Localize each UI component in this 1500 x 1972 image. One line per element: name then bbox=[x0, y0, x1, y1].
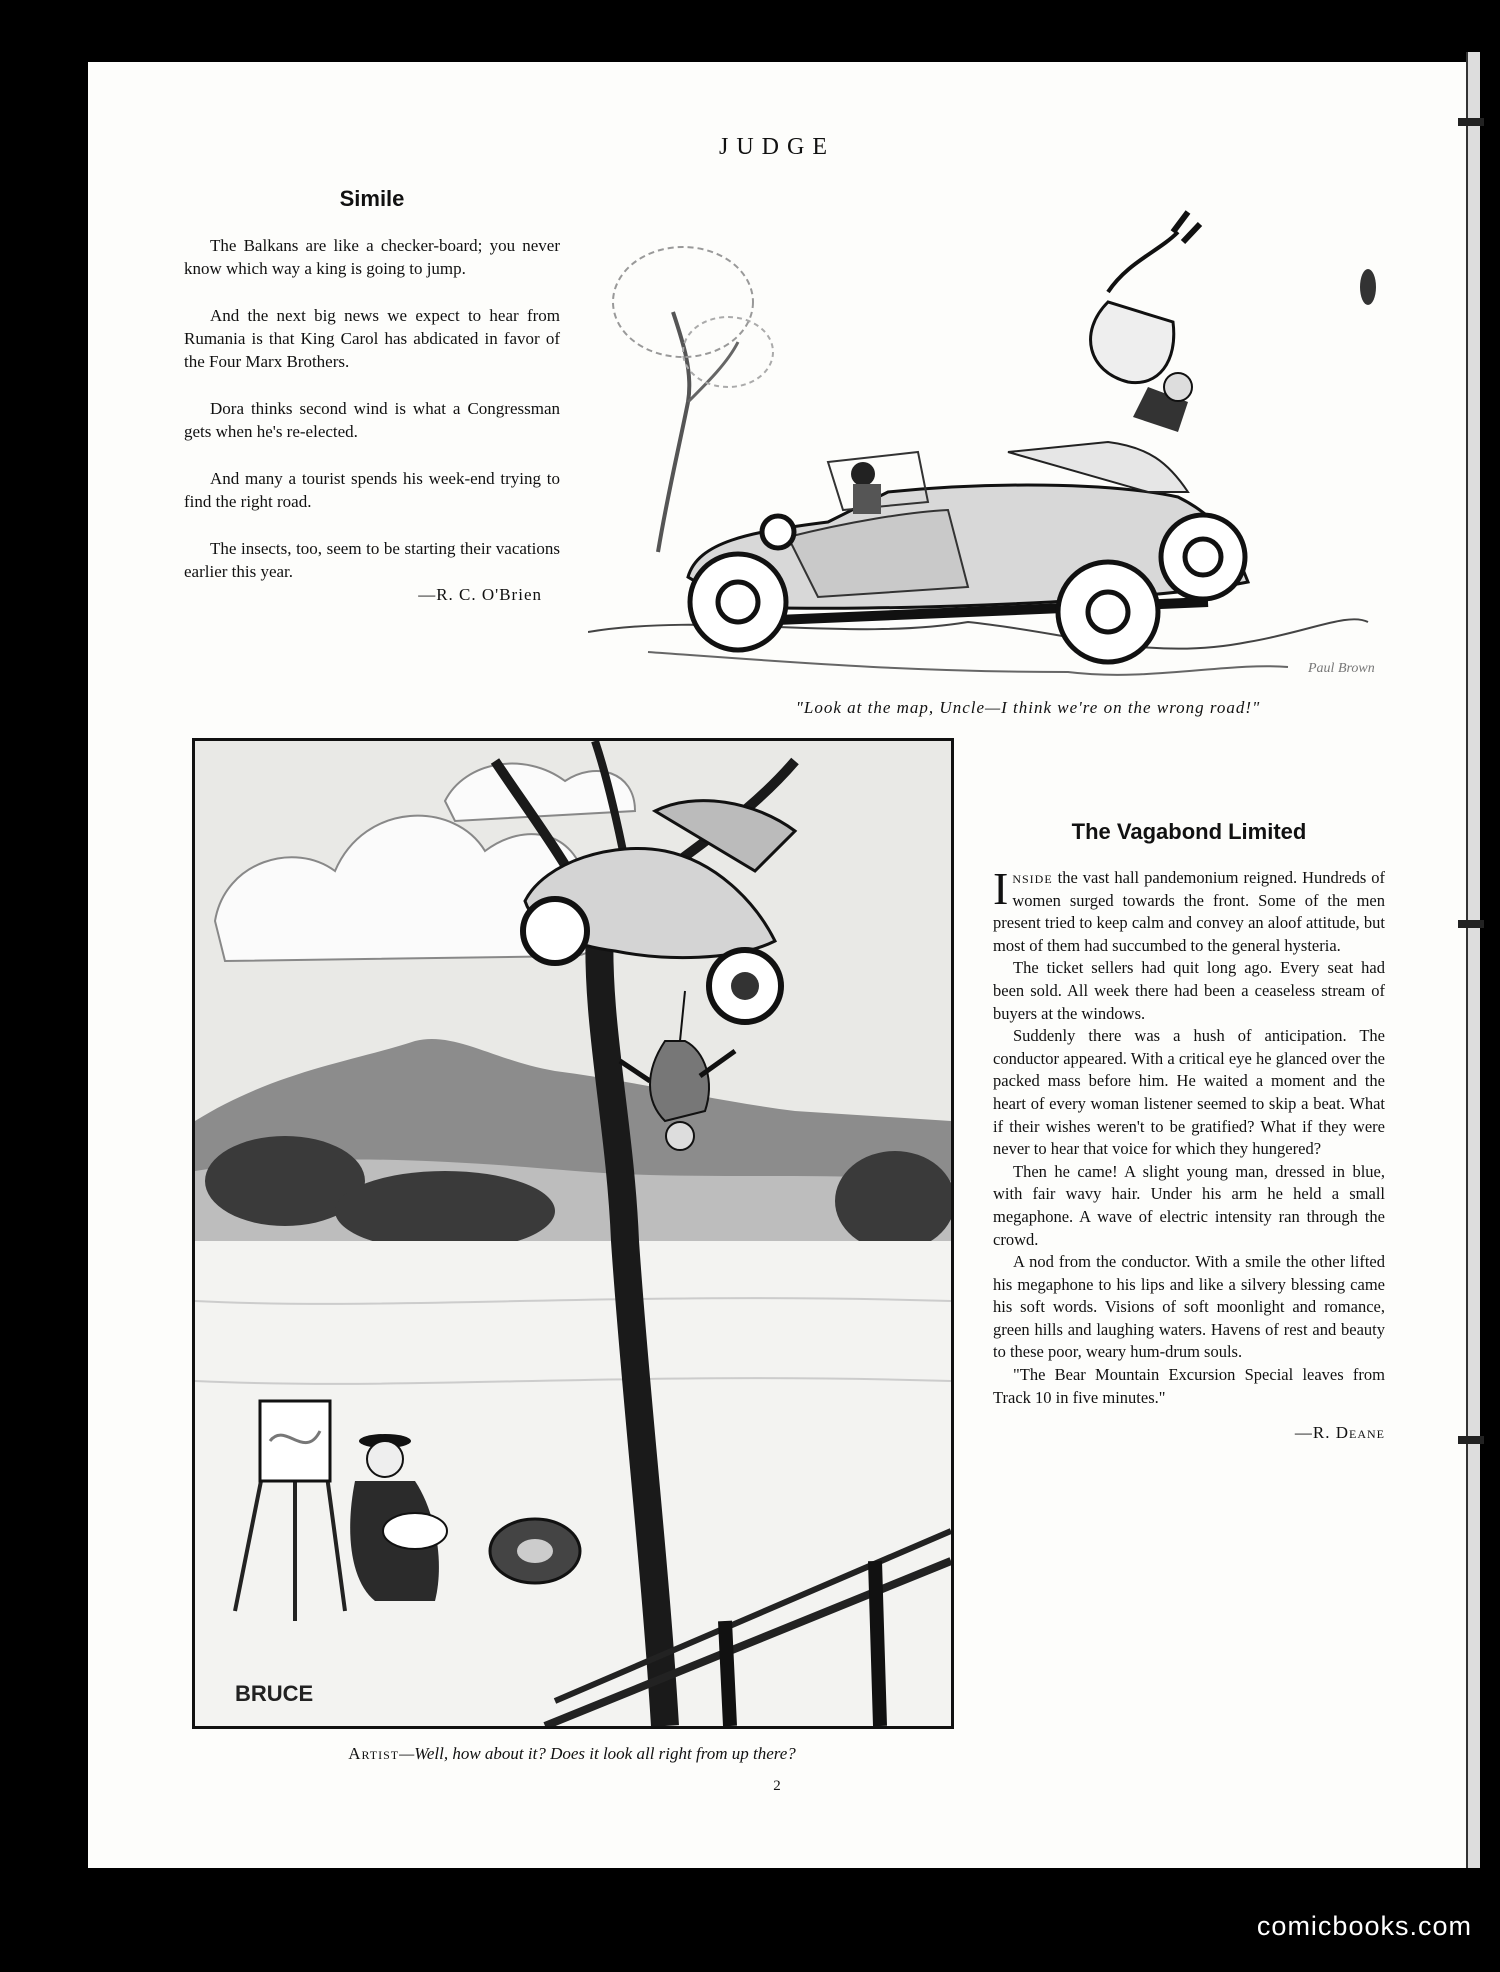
binding-mark bbox=[1458, 118, 1484, 126]
vagabond-paragraph bbox=[993, 863, 1385, 957]
first-paragraph-rest: the vast hall pandemonium reigned. Hundreds of women surged towards the front. Some of the men present tried to keep calm and convey an aloof attitude, but most of them had succumbed to the general hysteria. bbox=[993, 868, 1385, 955]
lead-smallcaps: nside bbox=[1012, 868, 1053, 887]
facing-page-edge bbox=[1466, 52, 1480, 1868]
vagabond-title: The Vagabond Limited bbox=[1071, 819, 1307, 844]
vagabond-column bbox=[993, 819, 1385, 1443]
vagabond-paragraph: A nod from the conductor. With a smile the other lifted his megaphone to his lips and like a silvery blessing came his soft words. Visions of soft moonlight and romance, green hills and laughing waters. Havens of rest and beauty to these poor, weary hum-drum souls. bbox=[993, 1252, 1385, 1362]
tree-cartoon-caption bbox=[192, 1744, 952, 1764]
vagabond-paragraph: "The Bear Mountain Excursion Special leaves from Track 10 in five minutes." bbox=[993, 1365, 1385, 1407]
vagabond-paragraph: Suddenly there was a hush of anticipation. The conductor appeared. With a critical eye he glanced over the packed mass before him. He waited a moment and the heart of every woman listener seemed to skip a beat. What if their wishes weren't to be gratified? What if they were never to hear that voice for which they hungered? bbox=[993, 1026, 1385, 1159]
caption-line: —Well, how about it? Does it look all right from up there? bbox=[399, 1744, 796, 1763]
svg-text:Paul Brown: Paul Brown bbox=[1308, 661, 1375, 676]
simile-paragraph: And many a tourist spends his week-end trying to find the right road. bbox=[184, 469, 560, 511]
car-cartoon-caption: "Look at the map, Uncle—I think we're on the wrong road!" bbox=[795, 698, 1261, 717]
site-watermark: comicbooks.com bbox=[1256, 1911, 1472, 1941]
vagabond-paragraph: The ticket sellers had quit long ago. Every seat had been sold. All week there had been a ceaseless stream of buyers at the windows. bbox=[993, 958, 1385, 1023]
binding-mark bbox=[1458, 920, 1484, 928]
simile-column bbox=[184, 186, 560, 605]
vagabond-paragraph: Then he came! A slight young man, dressed in blue, with fair wavy hair. Under his arm he held a small megaphone. A wave of electric intensity ran through the crowd. bbox=[993, 1161, 1385, 1249]
car-cartoon-illustration bbox=[588, 192, 1438, 692]
tree-cartoon-frame bbox=[192, 738, 954, 1729]
binding-mark bbox=[1458, 1436, 1484, 1444]
masthead: JUDGE bbox=[719, 134, 835, 160]
simile-signature: —R. C. O'Brien bbox=[418, 585, 542, 604]
caption-speaker: Artist bbox=[348, 1744, 400, 1763]
simile-paragraph: The insects, too, seem to be starting their vacations earlier this year. bbox=[184, 539, 560, 581]
magazine-page bbox=[88, 62, 1466, 1868]
simile-paragraph: The Balkans are like a checker-board; you never know which way a king is going to jump. bbox=[184, 236, 560, 278]
vagabond-signature: —R. Deane bbox=[1294, 1423, 1385, 1443]
simile-title: Simile bbox=[339, 186, 405, 211]
tree-cartoon-illustration bbox=[195, 741, 951, 1726]
simile-paragraph: Dora thinks second wind is what a Congressman gets when he's re-elected. bbox=[184, 399, 560, 441]
simile-paragraph: And the next big news we expect to hear from Rumania is that King Carol has abdicated in favor of the Four Marx Brothers. bbox=[184, 306, 560, 371]
tree-cartoon-artist-signature: BRUCE bbox=[235, 1681, 314, 1706]
page-number: 2 bbox=[773, 1778, 781, 1794]
drop-cap: I bbox=[993, 863, 1009, 914]
